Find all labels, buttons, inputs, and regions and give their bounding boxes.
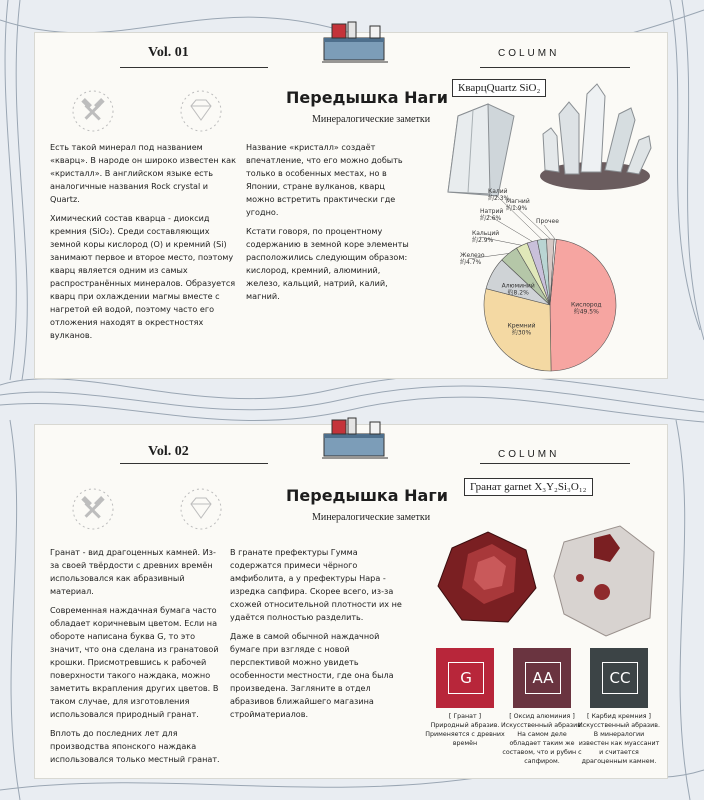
desk-illustration-icon <box>322 414 388 464</box>
paragraph: Даже в самой обычной наждачной бумаге при взгляде с новой перспективой можно увидеть особенности местности, где она была произведена. Загляните в отдел абразивов ближайшего магазина стройматериалов. <box>230 631 394 719</box>
divider <box>120 67 268 68</box>
article-left-column <box>50 546 222 772</box>
series-subtitle: Минералогические заметки <box>312 512 431 523</box>
card-letter: G <box>448 662 484 694</box>
volume-number: Vol. 02 <box>148 444 189 459</box>
desk-illustration-icon <box>322 18 388 68</box>
column-label: COLUMN <box>498 449 560 460</box>
crossed-hammers-icon <box>70 88 116 134</box>
crust-composition-pie-chart <box>440 188 640 375</box>
paragraph: Кстати говоря, по процентному содержанию в земной коре элементы расположились следующим образом: кислород, кремний, алюминий, железо, кальций, натрий, калий, магний. <box>246 226 409 301</box>
paragraph: Гранат - вид драгоценных камней. Из-за своей твёрдости с древних времён использовался как абразивный материал. <box>50 547 216 596</box>
crossed-hammers-icon <box>70 486 116 532</box>
pie-label-7: Магний <box>506 198 530 205</box>
card-caption: [ Карбид кремния ] Искусственный абразив. В минералогии известен как муассанит и считается драгоценным камнем. <box>578 713 660 765</box>
diamond-icon <box>178 486 224 532</box>
article-left-column <box>50 141 240 348</box>
paragraph: Химический состав кварца - диоксид кремния (SiO₂). Среди составляющих земной коры кислород (O) и кремний (Si) занимают первое и второе место, поэтому кварц является одним из самых распространённых минералов. Образуется кварц при охлаждении магмы вместе с нагретой ей водой, поэтому часто его отложения находят в окрестностях вулканов. <box>50 213 236 340</box>
card-caption: [ Гранат ] Природный абразив. Применяется с древних времён <box>425 713 505 747</box>
pie-label-0: Кислород <box>570 301 602 309</box>
pie-label-5: Натрий <box>480 208 504 215</box>
pie-value-label-5: 約2.6% <box>480 215 502 222</box>
paragraph: Вплоть до последних лет для производства японского наждака использовался только местный гранат. <box>50 728 220 764</box>
pie-label-3: Железо <box>460 252 485 259</box>
pie-label-8: Прочее <box>536 218 559 225</box>
garnet-crystal-image <box>432 528 544 628</box>
pie-label-1: Кремний <box>507 322 536 330</box>
diamond-icon <box>178 88 224 134</box>
pie-value-label-6: 約2.3% <box>488 195 510 202</box>
pie-label-6: Калий <box>488 188 508 195</box>
pie-value-label-3: 約4.7% <box>460 259 482 266</box>
mineral-label: КварцQuartz SiO₂ <box>452 79 546 97</box>
pie-value-label-0: 約49.5% <box>573 308 599 316</box>
column-label: COLUMN <box>498 48 560 59</box>
paragraph: Есть такой минерал под названием «кварц». В народе он широко известен как «кристалл». В английском языке есть аналогичные названия Rock crystal и Quartz. <box>50 142 236 204</box>
divider <box>120 463 268 464</box>
series-title: Передышка Наги <box>286 486 448 505</box>
quartz-cluster-image <box>535 84 660 194</box>
pie-value-label-2: 約8.2% <box>507 289 529 297</box>
divider <box>480 463 630 464</box>
mineral-label: Гранат garnet X₃Y₂Si₃O₁₂ <box>464 478 593 496</box>
article-right-column <box>246 141 414 309</box>
card-letter: AA <box>525 662 561 694</box>
pie-label-2: Алюминий <box>501 282 535 290</box>
card-caption: [ Оксид алюминия ] Искусственный абразив. На самом деле обладает таким же составом, что и рубин с сапфиром. <box>501 713 583 765</box>
paragraph: В гранате префектуры Гумма содержатся примеси чёрного амфиболита, а у префектуры Нара - изредка сапфира. Скорее всего, из-за схожей относительной плотности их не удаётся полностью разделить. <box>230 547 402 622</box>
series-subtitle: Минералогические заметки <box>312 114 431 125</box>
garnet-in-rock-image <box>550 522 660 640</box>
abrasive-card-alumina <box>513 648 571 708</box>
series-title: Передышка Наги <box>286 88 448 107</box>
volume-number: Vol. 01 <box>148 45 189 60</box>
divider <box>480 67 630 68</box>
article-right-column <box>230 546 410 727</box>
pie-value-label-1: 約30% <box>511 329 532 337</box>
abrasive-card-garnet <box>436 648 494 708</box>
paragraph: Название «кристалл» создаёт впечатление, что его можно добыть только в особенных местах, но в Японии, стране вулканов, кварц можно встретить практически где угодно. <box>246 142 403 217</box>
pie-value-label-7: 約1.9% <box>506 205 528 212</box>
pie-label-4: Кальций <box>472 230 500 237</box>
paragraph: Современная наждачная бумага часто обладает коричневым цветом. Если на обороте написана буква G, то это значит, что она сделана из гранатовой крошки. Присмотревшись к рабочей поверхности такого наждака, можно заметить вкрапления других цветов. В таком случае, для изготовления использовался природный гранат. <box>50 605 219 719</box>
card-letter: CC <box>602 662 638 694</box>
pie-leader-line <box>544 225 555 239</box>
abrasive-card-silicon-carbide <box>590 648 648 708</box>
pie-value-label-4: 約2.9% <box>472 237 494 244</box>
